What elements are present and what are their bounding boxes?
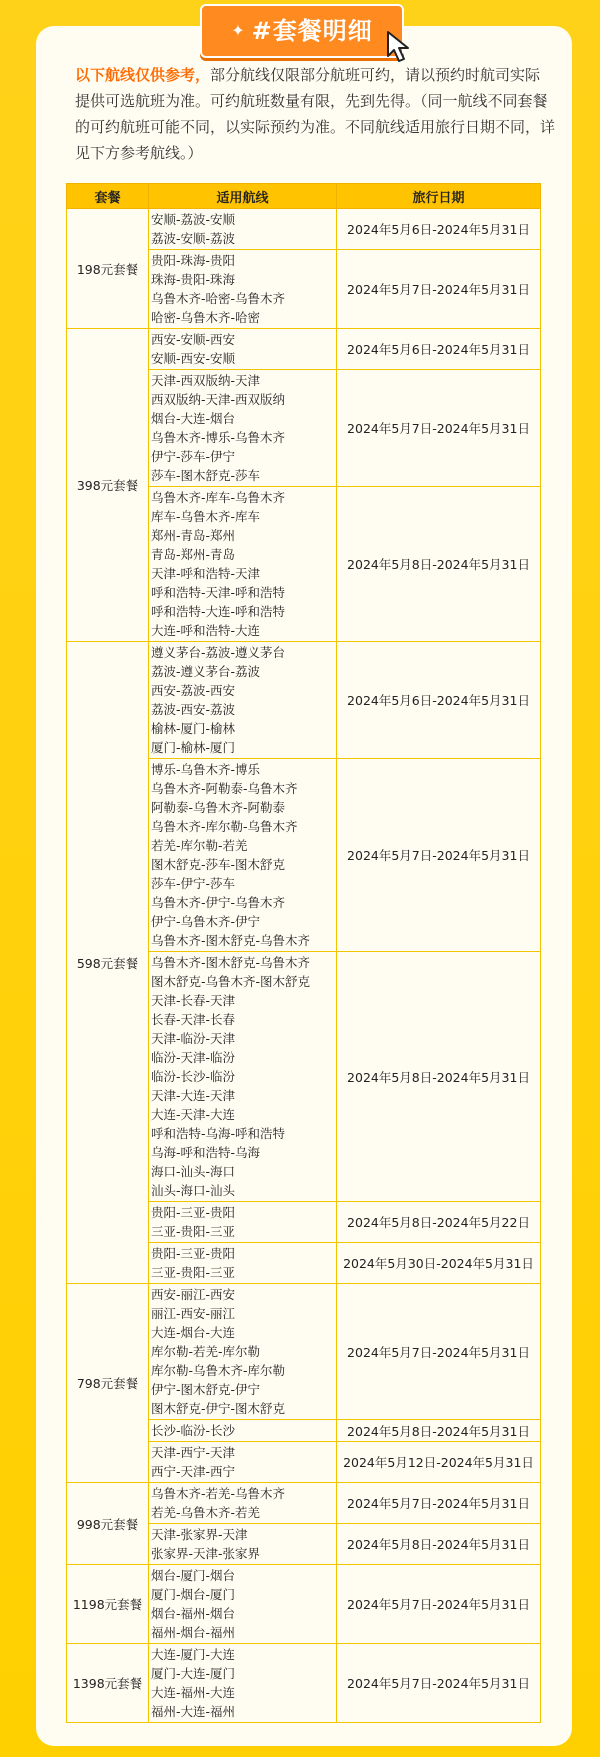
table-header-row: [67, 184, 541, 209]
travel-dates-cell: 2024年5月7日-2024年5月31日: [337, 1483, 541, 1524]
route-item: 厦门-榆林-厦门: [151, 740, 236, 755]
routes-cell: [149, 1202, 337, 1243]
route-item: 图木舒克-乌鲁木齐-图木舒克: [151, 974, 311, 989]
travel-dates-cell: 2024年5月7日-2024年5月31日: [337, 1565, 541, 1644]
route-item: 安顺-西安-安顺: [151, 351, 236, 366]
travel-dates-cell: 2024年5月6日-2024年5月31日: [337, 209, 541, 250]
route-item: 库尔勒-乌鲁木齐-库尔勒: [151, 1363, 286, 1378]
travel-dates-cell: 2024年5月7日-2024年5月31日: [337, 759, 541, 952]
table-row: [67, 1644, 541, 1723]
routes-cell: [149, 952, 337, 1202]
route-item: 乌鲁木齐-伊宁-乌鲁木齐: [151, 895, 286, 910]
section-title-badge: [200, 4, 404, 58]
route-item: 呼和浩特-乌海-呼和浩特: [151, 1126, 286, 1141]
route-item: 郑州-青岛-郑州: [151, 528, 236, 543]
table-row: [67, 209, 541, 250]
route-item: 遵义茅台-荔波-遵义茅台: [151, 645, 286, 660]
routes-cell: [149, 1284, 337, 1420]
routes-cell: [149, 759, 337, 952]
route-item: 福州-大连-福州: [151, 1704, 236, 1719]
route-item: 青岛-郑州-青岛: [151, 547, 236, 562]
package-name-cell: 798元套餐: [67, 1284, 149, 1483]
route-item: 烟台-福州-烟台: [151, 1606, 236, 1621]
package-name-cell: 598元套餐: [67, 642, 149, 1284]
table-row: [67, 1483, 541, 1524]
route-item: 天津-呼和浩特-天津: [151, 566, 261, 581]
route-item: 长春-天津-长春: [151, 1012, 236, 1027]
travel-dates-cell: 2024年5月7日-2024年5月31日: [337, 370, 541, 487]
route-item: 海口-汕头-海口: [151, 1164, 236, 1179]
route-item: 乌鲁木齐-哈密-乌鲁木齐: [151, 291, 286, 306]
route-item: 乌鲁木齐-库车-乌鲁木齐: [151, 490, 286, 505]
column-header-dates: 旅行日期: [337, 184, 541, 209]
route-item: 乌鲁木齐-博乐-乌鲁木齐: [151, 430, 286, 445]
column-header-routes: 适用航线: [149, 184, 337, 209]
table-row: [67, 329, 541, 370]
notice-text: [75, 62, 555, 166]
route-item: 乌鲁木齐-图木舒克-乌鲁木齐: [151, 955, 311, 970]
routes-cell: [149, 1420, 337, 1442]
route-item: 天津-西双版纳-天津: [151, 373, 261, 388]
route-item: 博乐-乌鲁木齐-博乐: [151, 762, 261, 777]
route-item: 若羌-库尔勒-若羌: [151, 838, 248, 853]
route-item: 大连-呼和浩特-大连: [151, 623, 261, 638]
route-item: 烟台-厦门-烟台: [151, 1568, 236, 1583]
package-name-cell: 998元套餐: [67, 1483, 149, 1565]
route-item: 阿勒泰-乌鲁木齐-阿勒泰: [151, 800, 286, 815]
routes-cell: [149, 370, 337, 487]
routes-cell: [149, 329, 337, 370]
route-item: 乌海-呼和浩特-乌海: [151, 1145, 261, 1160]
route-item: 乌鲁木齐-图木舒克-乌鲁木齐: [151, 933, 311, 948]
routes-cell: [149, 209, 337, 250]
route-item: 伊宁-图木舒克-伊宁: [151, 1382, 261, 1397]
route-item: 呼和浩特-天津-呼和浩特: [151, 585, 286, 600]
route-item: 天津-临汾-天津: [151, 1031, 236, 1046]
route-item: 荔波-安顺-荔波: [151, 231, 236, 246]
package-name-cell: 1398元套餐: [67, 1644, 149, 1723]
notice-body: 部分航线仅限部分航班可约，请以预约时航司实际提供可选航班为准。可约航班数量有限，先到先得。（同一航线不同套餐的可约航班可能不同，以实际预约为准。不同航线适用旅行日期不同，详见下方参考航线。）: [75, 66, 556, 162]
route-item: 天津-大连-天津: [151, 1088, 236, 1103]
route-item: 张家界-天津-张家界: [151, 1546, 261, 1561]
route-item: 库尔勒-若羌-库尔勒: [151, 1344, 261, 1359]
routes-cell: [149, 1644, 337, 1723]
travel-dates-cell: 2024年5月8日-2024年5月22日: [337, 1202, 541, 1243]
travel-dates-cell: 2024年5月30日-2024年5月31日: [337, 1243, 541, 1284]
column-header-package: 套餐: [67, 184, 149, 209]
route-item: 榆林-厦门-榆林: [151, 721, 236, 736]
routes-cell: [149, 642, 337, 759]
route-item: 长沙-临汾-长沙: [151, 1423, 236, 1438]
travel-dates-cell: 2024年5月8日-2024年5月31日: [337, 952, 541, 1202]
table-body: [67, 209, 541, 1723]
route-item: 库车-乌鲁木齐-库车: [151, 509, 261, 524]
route-item: 大连-天津-大连: [151, 1107, 236, 1122]
travel-dates-cell: 2024年5月8日-2024年5月31日: [337, 1420, 541, 1442]
route-item: 大连-福州-大连: [151, 1685, 236, 1700]
travel-dates-cell: 2024年5月7日-2024年5月31日: [337, 1644, 541, 1723]
route-item: 临汾-长沙-临汾: [151, 1069, 236, 1084]
package-name-cell: 1198元套餐: [67, 1565, 149, 1644]
travel-dates-cell: 2024年5月7日-2024年5月31日: [337, 250, 541, 329]
package-name-cell: 398元套餐: [67, 329, 149, 642]
route-item: 乌鲁木齐-阿勒泰-乌鲁木齐: [151, 781, 298, 796]
routes-cell: [149, 1243, 337, 1284]
table-row: [67, 642, 541, 759]
route-item: 大连-厦门-大连: [151, 1647, 236, 1662]
route-item: 若羌-乌鲁木齐-若羌: [151, 1505, 261, 1520]
route-item: 三亚-贵阳-三亚: [151, 1265, 236, 1280]
route-item: 天津-张家界-天津: [151, 1527, 248, 1542]
route-item: 西安-丽江-西安: [151, 1287, 236, 1302]
route-item: 伊宁-乌鲁木齐-伊宁: [151, 914, 261, 929]
routes-cell: [149, 1483, 337, 1524]
routes-cell: [149, 1442, 337, 1483]
route-item: 哈密-乌鲁木齐-哈密: [151, 310, 261, 325]
routes-cell: [149, 1565, 337, 1644]
route-item: 大连-烟台-大连: [151, 1325, 236, 1340]
route-item: 天津-长春-天津: [151, 993, 236, 1008]
route-item: 福州-烟台-福州: [151, 1625, 236, 1640]
table-row: [67, 1284, 541, 1420]
travel-dates-cell: 2024年5月8日-2024年5月31日: [337, 1524, 541, 1565]
route-item: 贵阳-三亚-贵阳: [151, 1246, 236, 1261]
route-item: 伊宁-莎车-伊宁: [151, 449, 236, 464]
route-item: 贵阳-三亚-贵阳: [151, 1205, 236, 1220]
route-item: 天津-西宁-天津: [151, 1445, 236, 1460]
route-item: 安顺-荔波-安顺: [151, 212, 236, 227]
table-row: [67, 1565, 541, 1644]
travel-dates-cell: 2024年5月12日-2024年5月31日: [337, 1442, 541, 1483]
route-item: 乌鲁木齐-若羌-乌鲁木齐: [151, 1486, 286, 1501]
route-item: 贵阳-珠海-贵阳: [151, 253, 236, 268]
route-item: 乌鲁木齐-库尔勒-乌鲁木齐: [151, 819, 298, 834]
route-item: 西双版纳-天津-西双版纳: [151, 392, 286, 407]
route-item: 厦门-大连-厦门: [151, 1666, 236, 1681]
route-item: 西宁-天津-西宁: [151, 1464, 236, 1479]
travel-dates-cell: 2024年5月6日-2024年5月31日: [337, 329, 541, 370]
route-item: 烟台-大连-烟台: [151, 411, 236, 426]
package-table: [66, 183, 541, 1723]
travel-dates-cell: 2024年5月6日-2024年5月31日: [337, 642, 541, 759]
section-title: #套餐明细: [251, 17, 373, 45]
route-item: 丽江-西安-丽江: [151, 1306, 236, 1321]
travel-dates-cell: 2024年5月7日-2024年5月31日: [337, 1284, 541, 1420]
route-item: 荔波-西安-荔波: [151, 702, 236, 717]
route-item: 珠海-贵阳-珠海: [151, 272, 236, 287]
route-item: 莎车-伊宁-莎车: [151, 876, 236, 891]
route-item: 西安-安顺-西安: [151, 332, 236, 347]
routes-cell: [149, 487, 337, 642]
route-item: 厦门-烟台-厦门: [151, 1587, 236, 1602]
sparkle-icon: ✦: [231, 21, 246, 40]
notice-highlight: 以下航线仅供参考，: [75, 66, 211, 84]
route-item: 三亚-贵阳-三亚: [151, 1224, 236, 1239]
routes-cell: [149, 250, 337, 329]
route-item: 临汾-天津-临汾: [151, 1050, 236, 1065]
cursor-icon: [384, 30, 418, 64]
package-name-cell: 198元套餐: [67, 209, 149, 329]
routes-cell: [149, 1524, 337, 1565]
route-item: 图木舒克-伊宁-图木舒克: [151, 1401, 286, 1416]
route-item: 呼和浩特-大连-呼和浩特: [151, 604, 286, 619]
travel-dates-cell: 2024年5月8日-2024年5月31日: [337, 487, 541, 642]
route-item: 汕头-海口-汕头: [151, 1183, 236, 1198]
route-item: 图木舒克-莎车-图木舒克: [151, 857, 286, 872]
route-item: 荔波-遵义茅台-荔波: [151, 664, 261, 679]
route-item: 西安-荔波-西安: [151, 683, 236, 698]
route-item: 莎车-图木舒克-莎车: [151, 468, 261, 483]
